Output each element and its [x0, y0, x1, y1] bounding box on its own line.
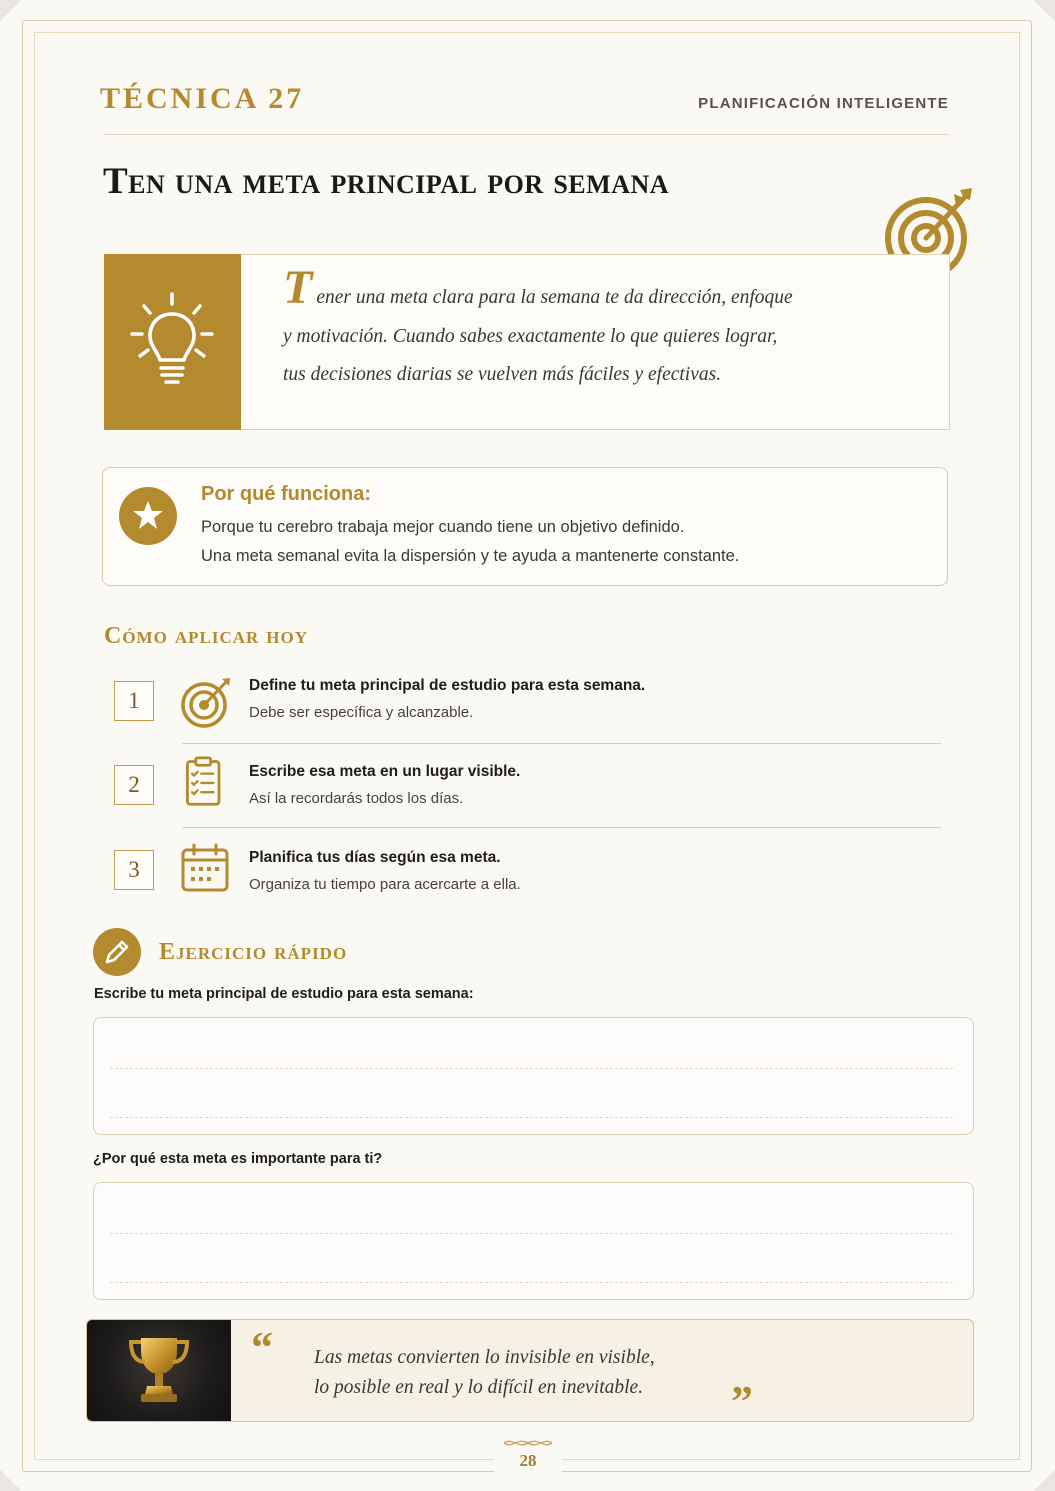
page-corner: [1034, 0, 1055, 21]
lightbulb-icon: [126, 290, 218, 390]
apply-heading: Cómo aplicar hoy: [104, 623, 308, 649]
quote-line: Las metas convierten lo invisible en visible,: [314, 1347, 655, 1368]
trophy-image: [87, 1320, 231, 1421]
page-corner: [0, 1470, 21, 1491]
step-number: 1: [114, 681, 154, 721]
answer-box-reason[interactable]: [93, 1182, 974, 1300]
why-line: Porque tu cerebro trabaja mejor cuando tiene un objetivo definido.: [201, 518, 685, 536]
writing-line: [110, 1282, 953, 1283]
step-divider: [182, 827, 941, 828]
technique-number: TÉCNICA 27: [100, 82, 305, 115]
step-description: Debe ser específica y alcanzable.: [249, 704, 474, 721]
exercise-question: ¿Por qué esta meta es importante para ti?: [93, 1151, 383, 1167]
step-number: 3: [114, 850, 154, 890]
exercise-heading: Ejercicio rápido: [159, 939, 348, 965]
why-line: Una meta semanal evita la dispersión y te ayuda a mantenerte constante.: [201, 547, 740, 565]
quote-close-mark: ”: [731, 1377, 753, 1426]
intro-line: y motivación. Cuando sabes exactamente lo que quieres lograr,: [283, 325, 778, 347]
intro-line: tus decisiones diarias se vuelven más fáciles y efectivas.: [283, 364, 722, 385]
ornament-icon: [502, 1436, 554, 1450]
pencil-icon: [103, 938, 131, 966]
exercise-question: Escribe tu meta principal de estudio para esta semana:: [94, 986, 474, 1002]
step-title: Escribe esa meta en un lugar visible.: [249, 763, 521, 780]
star-icon: [132, 499, 164, 531]
intro-paragraph: [283, 261, 903, 395]
page-corner: [1034, 1470, 1055, 1491]
technique-category: PLANIFICACIÓN INTELIGENTE: [698, 95, 949, 112]
writing-line: [110, 1117, 953, 1118]
target-icon: [180, 677, 232, 729]
page-title: Ten una meta principal por semana: [103, 161, 670, 202]
writing-line: [110, 1233, 953, 1234]
step-title: Planifica tus días según esa meta.: [249, 849, 501, 866]
answer-box-goal[interactable]: [93, 1017, 974, 1135]
clipboard-icon: [180, 756, 232, 808]
intro-line: ener una meta clara para la semana te da dirección, enfoque: [316, 287, 793, 308]
quote-line: lo posible en real y lo difícil en inevitable.: [314, 1377, 644, 1398]
trophy-icon: [125, 1332, 193, 1408]
page-corner: [0, 0, 21, 21]
quote-open-mark: “: [251, 1323, 273, 1372]
intro-icon-panel: [104, 254, 241, 430]
step-number: 2: [114, 765, 154, 805]
intro-dropcap: T: [283, 261, 313, 314]
why-icon-badge: [119, 487, 177, 545]
pencil-icon-badge: [93, 928, 141, 976]
intro-top-divider: [240, 254, 870, 255]
quote-text: [314, 1343, 655, 1403]
why-title: Por qué funciona:: [201, 483, 371, 505]
step-title: Define tu meta principal de estudio para esta semana.: [249, 677, 646, 694]
step-description: Organiza tu tiempo para acercarte a ella.: [249, 876, 521, 893]
calendar-icon: [180, 843, 232, 895]
page-number-area: [494, 1434, 562, 1474]
step-divider: [182, 743, 941, 744]
step-description: Así la recordarás todos los días.: [249, 790, 464, 807]
writing-line: [110, 1068, 953, 1069]
header-divider: [104, 134, 949, 135]
page-number: 28: [519, 1451, 537, 1470]
